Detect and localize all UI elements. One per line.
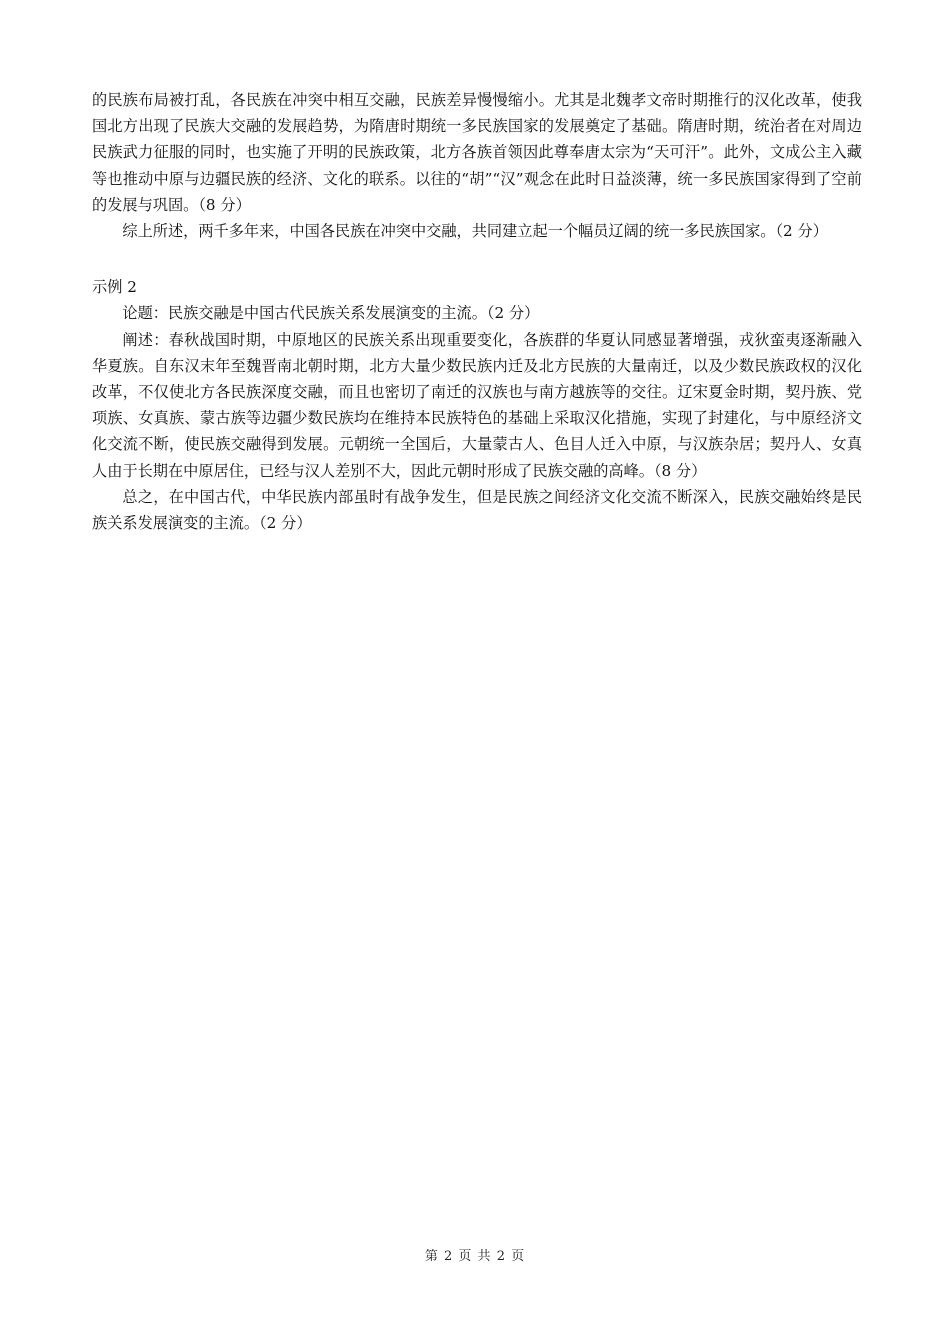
page-number-footer: 第 2 页 共 2 页: [424, 1249, 526, 1264]
section-spacer: [92, 244, 862, 274]
example2-conclusion: 总之，在中国古代，中华民族内部虽时有战争发生，但是民族之间经济文化交流不断深入，民族交融始终是民族关系发展演变的主流。（2 分）: [92, 487, 862, 533]
example2-thesis: 论题：民族交融是中国古代民族关系发展演变的主流。（2 分）: [122, 304, 540, 323]
example1-conclusion-paragraph: 综上所述，两千多年来，中国各民族在冲突中交融，共同建立起一个幅员辽阔的统一多民族国家。（2 分）: [122, 222, 828, 241]
example2-title: 示例 2: [92, 278, 137, 297]
continuation-paragraph: 的民族布局被打乱，各民族在冲突中相互交融，民族差异慢慢缩小。尤其是北魏孝文帝时期推行的汉化改革，使我国北方出现了民族大交融的发展趋势，为隋唐时期统一多民族国家的发展奠定了基础。隋唐时期，统治者在对周边民族武力征服的同时，也实施了开明的民族政策，北方各族首领因此尊奉唐太宗为“天可汗”。此外，文成公主入藏等也推动中原与边疆民族的经济、文化的联系。以往的“胡”“汉”观念在此时日益淡薄，统一多民族国家得到了空前的发展与巩固。（8 分）: [92, 91, 862, 214]
document-body: [92, 87, 862, 536]
example2-elaboration: 阐述：春秋战国时期，中原地区的民族关系出现重要变化，各族群的华夏认同感显著增强，戎狄蛮夷逐渐融入华夏族。自东汉末年至魏晋南北朝时期，北方大量少数民族内迁及北方民族的大量南迁，以及少数民族政权的汉化改革，不仅使北方各民族深度交融，而且也密切了南迁的汉族也与南方越族等的交往。辽宋夏金时期，契丹族、党项族、女真族、蒙古族等边疆少数民族均在维持本民族特色的基础上采取汉化措施，实现了封建化，与中原经济文化交流不断，使民族交融得到发展。元朝统一全国后，大量蒙古人、色目人迁入中原，与汉族杂居；契丹人、女真人由于长期在中原居住，已经与汉人差别不大，因此元朝时形成了民族交融的高峰。（8 分）: [92, 330, 862, 480]
